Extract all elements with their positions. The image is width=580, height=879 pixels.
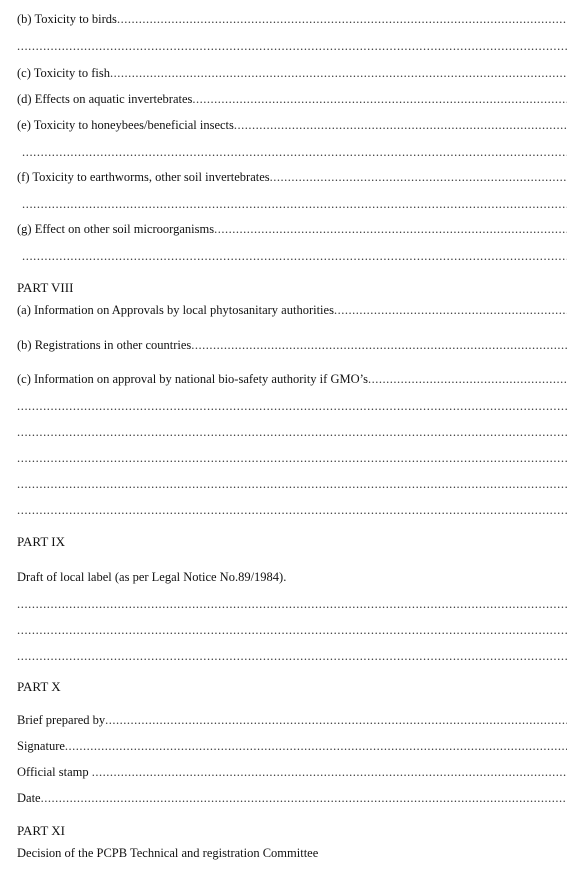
blank-line — [17, 423, 567, 441]
blank-line — [17, 621, 567, 639]
fill-dots — [41, 789, 567, 807]
blank-line — [17, 449, 567, 467]
field-date — [17, 789, 567, 807]
fill-dots — [17, 501, 567, 519]
field-label: (c) Toxicity to fish — [17, 66, 110, 80]
fill-dots — [22, 143, 567, 161]
field-label: (b) Toxicity to birds — [17, 12, 117, 26]
field-label: (c) Information on approval by national bio-safety authority if GMO’s — [17, 372, 368, 386]
fill-dots — [92, 763, 567, 781]
field-label: Signature — [17, 739, 65, 753]
fill-dots — [17, 37, 567, 55]
fill-dots — [110, 64, 567, 82]
field-toxicity-fish — [17, 64, 567, 82]
fill-dots — [22, 195, 567, 213]
field-label: Date — [17, 791, 41, 805]
part-xi-heading: PART XI — [17, 823, 65, 838]
field-label: Brief prepared by — [17, 713, 106, 727]
field-local-approvals — [17, 301, 567, 319]
committee-decision-text: Decision of the PCPB Technical and registration Committee — [17, 846, 319, 860]
fill-dots — [192, 90, 567, 108]
fill-dots — [17, 621, 567, 639]
fill-dots — [334, 301, 567, 319]
blank-line — [17, 595, 567, 613]
fill-dots — [270, 168, 567, 186]
field-label: Official stamp — [17, 765, 92, 779]
field-brief-prepared-by — [17, 711, 567, 729]
blank-line — [22, 247, 567, 265]
field-honeybees — [17, 116, 567, 134]
field-aquatic-invertebrates — [17, 90, 567, 108]
fill-dots — [105, 711, 567, 729]
fill-dots — [65, 737, 567, 755]
blank-line — [22, 143, 567, 161]
fill-dots — [234, 116, 567, 134]
field-label: (b) Registrations in other countries — [17, 338, 192, 352]
fill-dots — [17, 595, 567, 613]
field-biosafety-approval — [17, 370, 567, 388]
field-official-stamp — [17, 763, 567, 781]
blank-line — [17, 475, 567, 493]
field-label: (d) Effects on aquatic invertebrates — [17, 92, 193, 106]
part-viii-heading: PART VIII — [17, 280, 74, 295]
blank-line — [22, 195, 567, 213]
fill-dots — [17, 397, 567, 415]
fill-dots — [17, 423, 567, 441]
fill-dots — [17, 647, 567, 665]
fill-dots — [17, 475, 567, 493]
blank-line — [17, 397, 567, 415]
field-label: (f) Toxicity to earthworms, other soil invertebrates — [17, 170, 270, 184]
part-ix-heading: PART IX — [17, 534, 65, 549]
fill-dots — [191, 336, 567, 354]
fill-dots — [214, 220, 567, 238]
field-earthworms — [17, 168, 567, 186]
blank-line — [17, 647, 567, 665]
field-soil-microorganisms — [17, 220, 567, 238]
local-label-draft-text: Draft of local label (as per Legal Notice No.89/1984). — [17, 570, 287, 584]
field-label: (e) Toxicity to honeybees/beneficial insects — [17, 118, 234, 132]
blank-line — [17, 37, 567, 55]
fill-dots — [22, 247, 567, 265]
fill-dots — [17, 449, 567, 467]
blank-line — [17, 501, 567, 519]
fill-dots — [117, 10, 567, 28]
field-label: (g) Effect on other soil microorganisms — [17, 222, 215, 236]
field-label: (a) Information on Approvals by local phytosanitary authorities — [17, 303, 334, 317]
field-other-registrations — [17, 336, 567, 354]
field-toxicity-birds — [17, 10, 567, 28]
field-signature — [17, 737, 567, 755]
part-x-heading: PART X — [17, 679, 61, 694]
fill-dots — [368, 370, 567, 388]
